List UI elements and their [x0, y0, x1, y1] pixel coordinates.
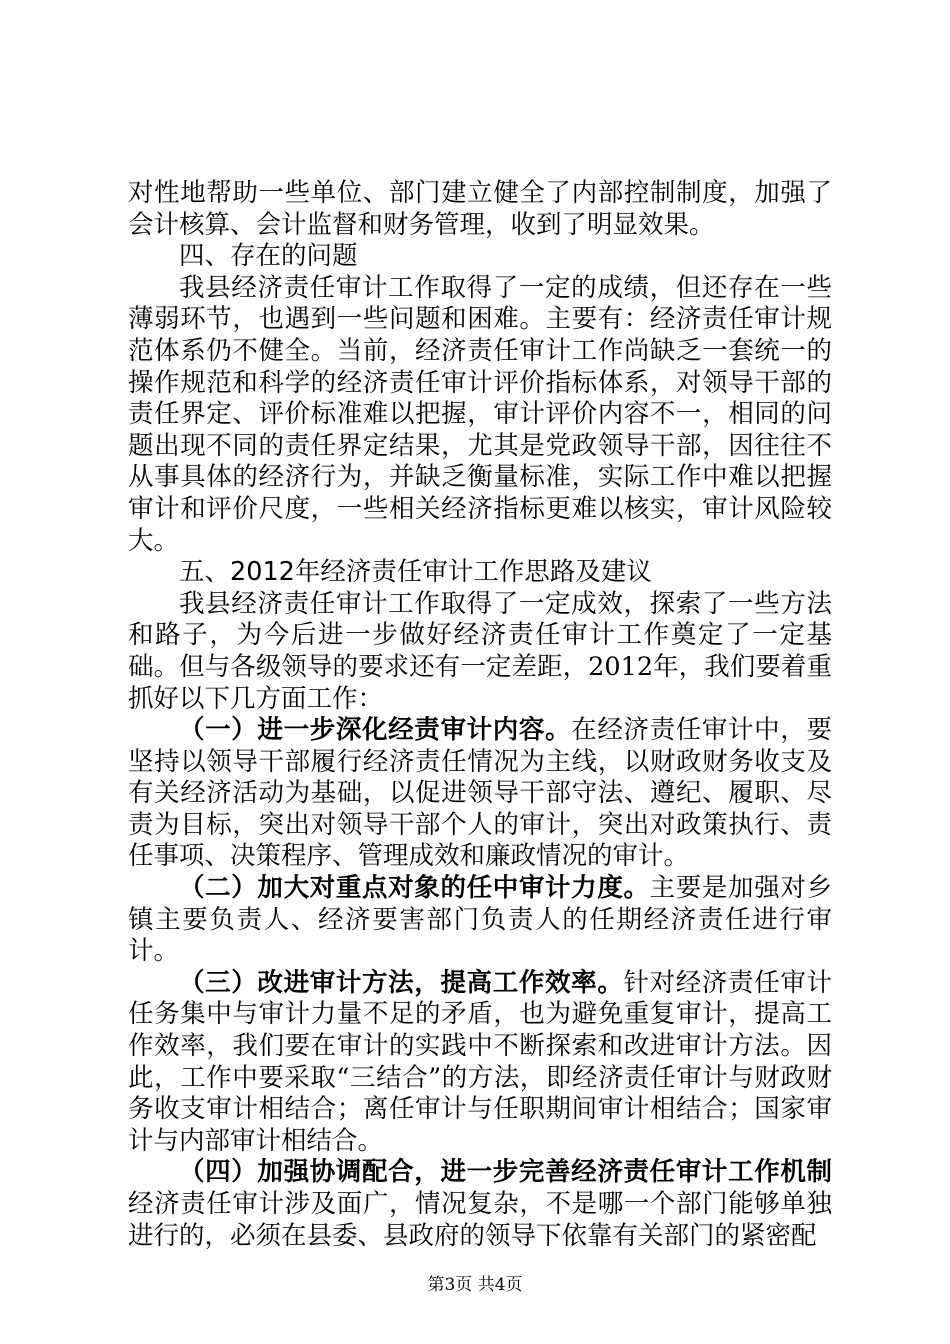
item-4-title: （四）加强协调配合，进一步完善经济责任审计工作机制: [179, 1157, 832, 1188]
section5-heading: 五、2012年经济责任审计工作思路及建议: [179, 557, 652, 588]
page-footer: 第3页 共4页: [427, 1275, 523, 1295]
document-body: [128, 178, 832, 1252]
item-4-paragraph: [128, 1157, 832, 1252]
item-3-body: 针对经济责任审计任务集中与审计力量不足的矛盾，也为避免重复审计，提高工作效率，我们要在审计的实践中不断探索和改进审计方法。因此，工作中要采取“三结合”的方法，即经济责任审计与财政财务收支审计相结合；离任审计与任职期间审计相结合；国家审计与内部审计相结合。: [128, 967, 832, 1156]
item-2-body: 主要是加强对乡镇主要负责人、经济要害部门负责人的任期经济责任进行审计。: [128, 873, 832, 967]
continuation-paragraph: 对性地帮助一些单位、部门建立健全了内部控制制度，加强了会计核算、会计监督和财务管理，收到了明显效果。: [128, 178, 832, 240]
item-1-paragraph: [128, 715, 832, 873]
item-3-title: （三）改进审计方法，提高工作效率。: [179, 967, 624, 998]
item-3-paragraph: [128, 968, 832, 1158]
item-2-paragraph: [128, 873, 832, 968]
item-4-body: 经济责任审计涉及面广，情况复杂，不是哪一个部门能够单独进行的，必须在县委、县政府的领导下依靠有关部门的紧密配: [128, 1189, 832, 1251]
item-2-title: （二）加大对重点对象的任中审计力度。: [179, 873, 650, 904]
section5-intro: 我县经济责任审计工作取得了一定成效，探索了一些方法和路子，为今后进一步做好经济责任审计工作奠定了一定基础。但与各级领导的要求还有一定差距，2012年，我们要着重抓好以下几方面工作：: [128, 588, 832, 714]
section4-heading: 四、存在的问题: [179, 241, 358, 272]
section4-paragraph: 我县经济责任审计工作取得了一定的成绩，但还存在一些薄弱环节，也遇到一些问题和困难。主要有：经济责任审计规范体系仍不健全。当前，经济责任审计工作尚缺乏一套统一的操作规范和科学的经济责任审计评价指标体系，对领导干部的责任界定、评价标准难以把握，审计评价内容不一，相同的问题出现不同的责任界定结果，尤其是党政领导干部，因往往不从事具体的经济行为，并缺乏衡量标准，实际工作中难以把握审计和评价尺度，一些相关经济指标更难以核实，审计风险较大。: [128, 272, 832, 556]
item-1-title: （一）进一步深化经责审计内容。: [179, 715, 572, 746]
item-1-body: 在经济责任审计中，要坚持以领导干部履行经济责任情况为主线，以财政财务收支及有关经济活动为基础，以促进领导干部守法、遵纪、履职、尽责为目标，突出对领导干部个人的审计，突出对政策执行、责任事项、决策程序、管理成效和廉政情况的审计。: [128, 715, 832, 872]
